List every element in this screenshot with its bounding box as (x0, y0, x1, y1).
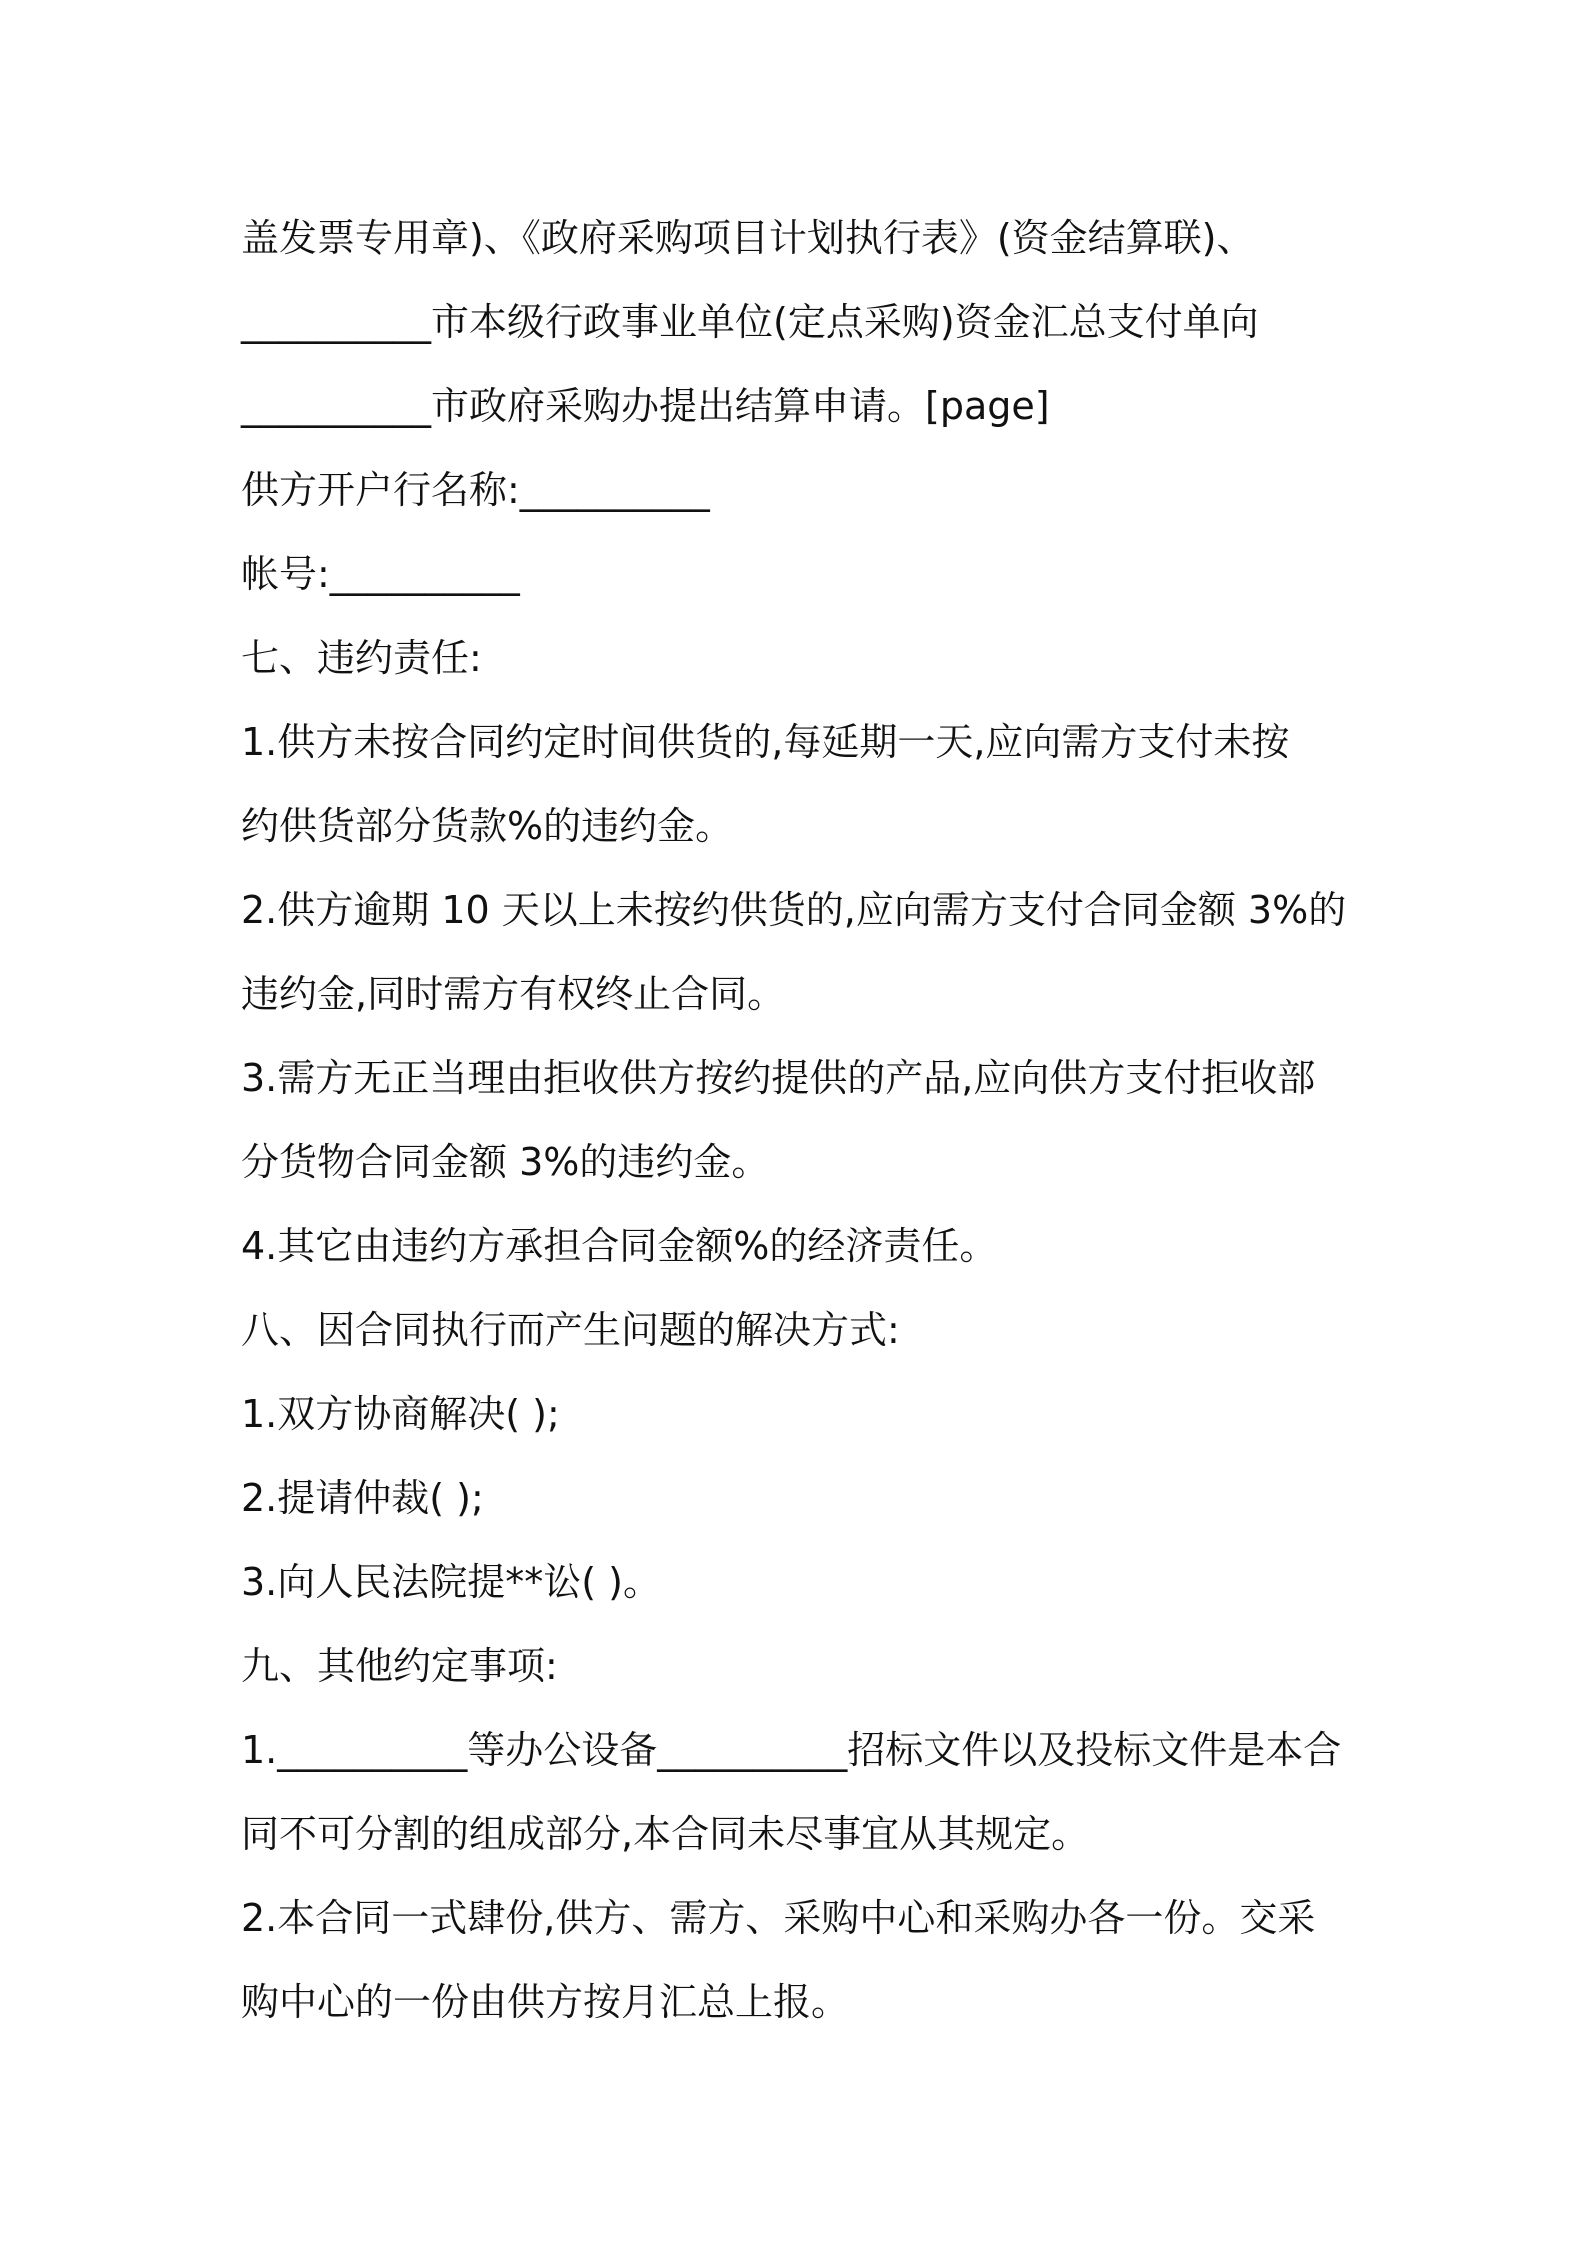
text-line-2: __________市本级行政事业单位(定点采购)资金汇总支付单向 (241, 300, 1259, 344)
dispute-item-1: 1.双方协商解决( ); (241, 1392, 560, 1436)
section-heading-other: 九、其他约定事项: (241, 1644, 558, 1688)
dispute-item-2: 2.提请仲裁( ); (241, 1476, 484, 1520)
breach-item-3: 3.需方无正当理由拒收供方按约提供的产品,应向供方支付拒收部 (241, 1056, 1316, 1100)
other-item-2: 2.本合同一式肆份,供方、需方、采购中心和采购办各一份。交采 (241, 1896, 1316, 1940)
breach-item-2: 2.供方逾期 10 天以上未按约供货的,应向需方支付合同金额 3%的 (241, 888, 1347, 932)
other-item-1: 1.__________等办公设备__________招标文件以及投标文件是本合 (241, 1728, 1342, 1772)
text-line-1: 盖发票专用章)、《政府采购项目计划执行表》(资金结算联)、 (241, 216, 1255, 260)
breach-item-1: 1.供方未按合同约定时间供货的,每延期一天,应向需方支付未按 (241, 720, 1290, 764)
breach-item-4: 4.其它由违约方承担合同金额%的经济责任。 (241, 1224, 998, 1268)
breach-item-1-cont: 约供货部分货款%的违约金。 (241, 804, 734, 848)
document-body (241, 196, 1361, 2044)
breach-item-2-cont: 违约金,同时需方有权终止合同。 (241, 972, 786, 1016)
other-item-2-cont: 购中心的一份由供方按月汇总上报。 (241, 1980, 850, 2024)
breach-item-3-cont: 分货物合同金额 3%的违约金。 (241, 1140, 770, 1184)
section-heading-dispute: 八、因合同执行而产生问题的解决方式: (241, 1308, 900, 1352)
dispute-item-3: 3.向人民法院提**讼( )。 (241, 1560, 661, 1604)
text-line-3: __________市政府采购办提出结算申请。[page] (241, 384, 1050, 428)
other-item-1-cont: 同不可分割的组成部分,本合同未尽事宜从其规定。 (241, 1812, 1090, 1856)
section-heading-breach: 七、违约责任: (241, 636, 482, 680)
account-number-line: 帐号:__________ (241, 552, 520, 596)
bank-name-line: 供方开户行名称:__________ (241, 468, 710, 512)
